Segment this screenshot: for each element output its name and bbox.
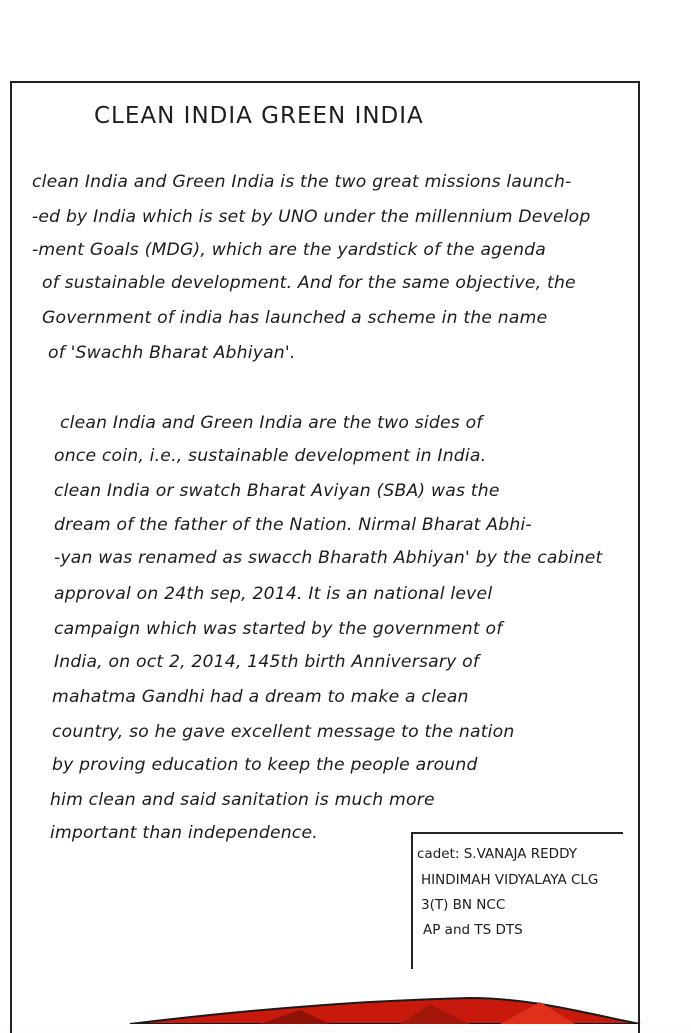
text-line: once coin, i.e., sustainable development in India. [54, 446, 487, 466]
text-line: Government of india has launched a scheme in the name [42, 308, 548, 328]
red-fabric-background [0, 990, 691, 1024]
text-line: country, so he gave excellent message to the nation [52, 722, 515, 742]
text-line: important than independence. [50, 823, 318, 843]
text-line: dream of the father of the Nation. Nirmal Bharat Abhi- [54, 515, 532, 535]
signature-college: HINDIMAH VIDYALAYA CLG [421, 872, 599, 888]
text-line: mahatma Gandhi had a dream to make a clean [52, 687, 469, 707]
essay-title: CLEAN INDIA GREEN INDIA [94, 103, 424, 129]
text-line: campaign which was started by the government of [54, 619, 503, 639]
text-line: -yan was renamed as swacch Bharath Abhiyan' by the cabinet [54, 548, 603, 568]
signature-directorate: AP and TS DTS [423, 922, 523, 938]
text-line: -ment Goals (MDG), which are the yardstick of the agenda [32, 240, 547, 260]
text-line: India, on oct 2, 2014, 145th birth Anniversary of [54, 652, 480, 672]
text-line: clean India and Green India are the two sides of [60, 413, 483, 433]
signature-unit: 3(T) BN NCC [421, 897, 506, 913]
text-line: -ed by India which is set by UNO under the millennium Develop [32, 207, 591, 227]
text-line: of sustainable development. And for the same objective, the [42, 273, 576, 293]
text-line: clean India or swatch Bharat Aviyan (SBA) was the [54, 481, 500, 501]
text-line: approval on 24th sep, 2014. It is an national level [54, 584, 493, 604]
text-line: of 'Swachh Bharat Abhiyan'. [48, 343, 296, 363]
signature-cadet: cadet: S.VANAJA REDDY [417, 846, 577, 862]
text-line: him clean and said sanitation is much more [50, 790, 435, 810]
signature-box [411, 832, 623, 969]
text-line: clean India and Green India is the two great missions launch- [32, 172, 572, 192]
text-line: by proving education to keep the people around [52, 755, 478, 775]
